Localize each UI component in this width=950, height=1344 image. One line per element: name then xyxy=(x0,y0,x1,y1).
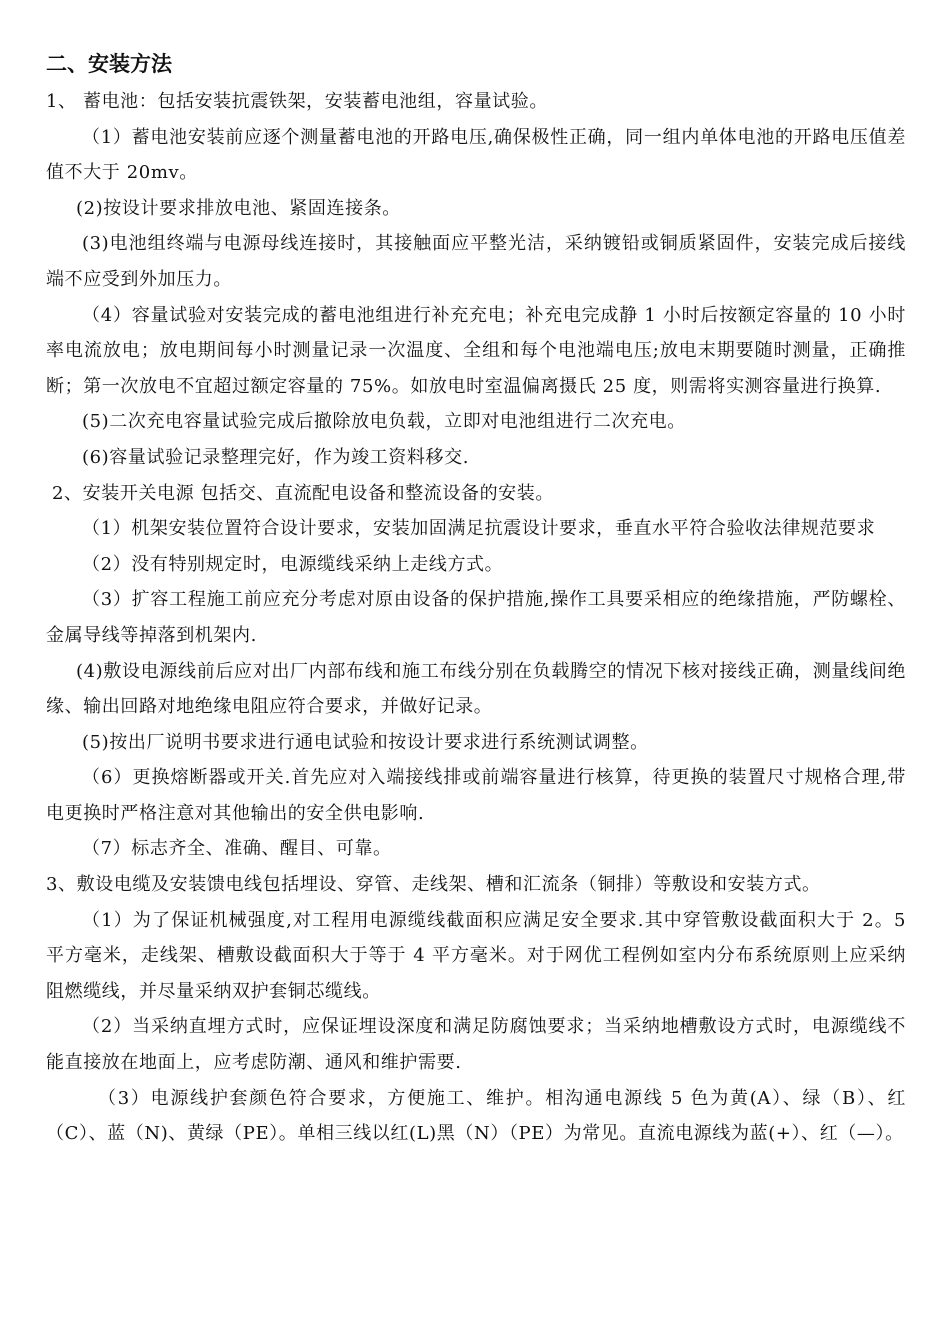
paragraph-2-4: (4)敷设电源线前后应对出厂内部布线和施工布线分别在负载腾空的情况下核对接线正确，测量线间绝缘、输出回路对地绝缘电阻应符合要求，并做好记录。 xyxy=(46,660,906,718)
paragraph-2-7: （7）标志齐全、准确、醒目、可靠。 xyxy=(82,838,392,860)
paragraph-2-2: （2）没有特别规定时，电源缆线采纳上走线方式。 xyxy=(82,553,504,575)
paragraph-2-1: （1）机架安装位置符合设计要求，安装加固满足抗震设计要求，垂直水平符合验收法律规范要求 xyxy=(82,518,876,540)
paragraph-1-1: （1）蓄电池安装前应逐个测量蓄电池的开路电压,确保极性正确，同一组内单体电池的开路电压值差值不大于 20mv。 xyxy=(46,126,906,184)
paragraph-1: 1、 蓄电池：包括安装抗震铁架，安装蓄电池组，容量试验。 xyxy=(46,91,548,112)
paragraph-2-6: （6）更换熔断器或开关.首先应对入端接线排或前端容量进行核算，待更换的装置尺寸规格合理,带电更换时严格注意对其他输出的安全供电影响. xyxy=(46,767,906,824)
section-title: 二、安装方法 xyxy=(46,52,172,76)
paragraph-3-1: （1）为了保证机械强度,对工程用电源缆线截面积应满足安全要求.其中穿管敷设截面积大于 2。5 平方毫米，走线架、槽敷设截面积大于等于 4 平方毫米。对于网优工程例如室内分布系统原则上应采纳阻燃缆线，并尽量采纳双护套铜芯缆线。 xyxy=(46,909,906,1002)
paragraph-1-6: (6)容量试验记录整理完好，作为竣工资料移交. xyxy=(82,446,470,468)
paragraph-2-5: (5)按出厂说明书要求进行通电试验和按设计要求进行系统测试调整。 xyxy=(82,731,649,753)
paragraph-2-3: （3）扩容工程施工前应充分考虑对原由设备的保护措施,操作工具要采相应的绝缘措施，严防螺栓、金属导线等掉落到机架内. xyxy=(46,589,906,646)
paragraph-1-4: （4）容量试验对安装完成的蓄电池组进行补充充电；补充电完成静 1 小时后按额定容量的 10 小时率电流放电；放电期间每小时测量记录一次温度、全组和每个电池端电压;放电末期要随时测量，正确推断；第一次放电不宜超过额定容量的 75%。如放电时室温偏离摄氏 25 度，则需将实测容量进行换算. xyxy=(46,304,906,397)
paragraph-3: 3、敷设电缆及安装馈电线包括埋设、穿管、走线架、槽和汇流条（铜排）等敷设和安装方式。 xyxy=(46,874,821,896)
paragraph-1-3: (3)电池组终端与电源母线连接时，其接触面应平整光洁，采纳镀铅或铜质紧固件，安装完成后接线端不应受到外加压力。 xyxy=(46,233,906,290)
paragraph-3-3: （3）电源线护套颜色符合要求，方便施工、维护。相沟通电源线 5 色为黄(A）、绿（B）、红（C）、蓝（N)、黄绿（PE）。单相三线以红(L)黑（N）（PE）为常见。直流电源线为蓝(+）、红（—）。 xyxy=(46,1087,906,1145)
paragraph-1-5: (5)二次充电容量试验完成后撤除放电负载，立即对电池组进行二次充电。 xyxy=(82,411,686,433)
paragraph-1-2: (2)按设计要求排放电池、紧固连接条。 xyxy=(76,197,401,219)
paragraph-2: 2、安装开关电源 包括交、直流配电设备和整流设备的安装。 xyxy=(52,482,554,504)
paragraph-3-2: （2）当采纳直埋方式时，应保证埋设深度和满足防腐蚀要求；当采纳地槽敷设方式时，电源缆线不能直接放在地面上，应考虑防潮、通风和维护需要. xyxy=(46,1016,906,1074)
